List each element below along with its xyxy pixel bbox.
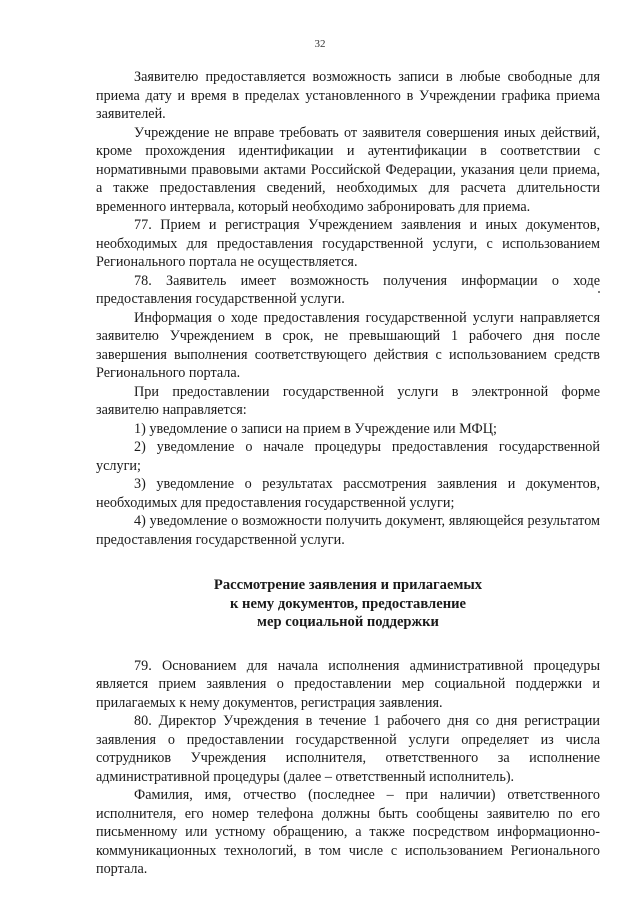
document-body	[96, 68, 600, 879]
list-item-3: 3) уведомление о результатах рассмотрения заявления и документов, необходимых для предоставления государственной услуги;	[96, 476, 600, 511]
section-heading-line-3: мер социальной поддержки	[257, 614, 439, 630]
paragraph-progress-info: Информация о ходе предоставления государственной услуги направляется заявителю Учреждением в срок, не превышающий 1 рабочего дня после завершения выполнения соответствующего действия с использованием средств Регионального портала.	[96, 309, 600, 381]
list-item-2: 2) уведомление о начале процедуры предоставления государственной услуги;	[96, 439, 600, 474]
list-item-4: 4) уведомление о возможности получить документ, являющейся результатом предоставления государственной услуги.	[96, 513, 600, 548]
paragraph-no-extra-requirements: Учреждение не вправе требовать от заявителя совершения иных действий, кроме прохождения идентификации и аутентификации в соответствии с нормативными правовыми актами Российской Федерации, указания цели приема, а также предоставления сведений, необходимых для расчета длительности временного интервала, который необходимо забронировать для приема.	[96, 124, 600, 215]
scan-speck	[598, 291, 600, 293]
paragraph-electronic-form: При предоставлении государственной услуги в электронной форме заявителю направляется:	[96, 383, 600, 418]
page-number: 32	[314, 38, 326, 50]
section-heading-line-1: Рассмотрение заявления и прилагаемых	[213, 577, 483, 593]
paragraph-responsible-contact: Фамилия, имя, отчество (последнее – при наличии) ответственного исполнителя, его номер телефона должны быть сообщены заявителю по его письменному или устному обращению, а также посредством информационно-коммуникационных технологий, в том числе с использованием Регионального портала.	[96, 787, 600, 877]
paragraph-77: 77. Прием и регистрация Учреждением заявления и иных документов, необходимых для предоставления государственной услуги, с использованием Регионального портала не осуществляется.	[96, 217, 600, 270]
paragraph-booking-possibility: Заявителю предоставляется возможность записи в любые свободные для приема дату и время в пределах установленного в Учреждении графика приема заявителей.	[96, 69, 600, 122]
list-item-1: 1) уведомление о записи на прием в Учреждение или МФЦ;	[134, 420, 497, 437]
section-heading-line-2: к нему документов, предоставление	[230, 595, 466, 612]
section-heading	[96, 576, 600, 632]
paragraph-80: 80. Директор Учреждения в течение 1 рабочего дня со дня регистрации заявления о предоставлении государственной услуги определяет из числа сотрудников Учреждения исполнителя, ответственного за исполнение административной процедуры (далее – ответственный исполнитель).	[96, 713, 600, 785]
paragraph-78: 78. Заявитель имеет возможность получения информации о ходе предоставления государственной услуги.	[96, 272, 600, 307]
paragraph-79: 79. Основанием для начала исполнения административной процедуры является прием заявления о предоставлении мер социальной поддержки и прилагаемых к нему документов, регистрация заявления.	[96, 657, 600, 711]
